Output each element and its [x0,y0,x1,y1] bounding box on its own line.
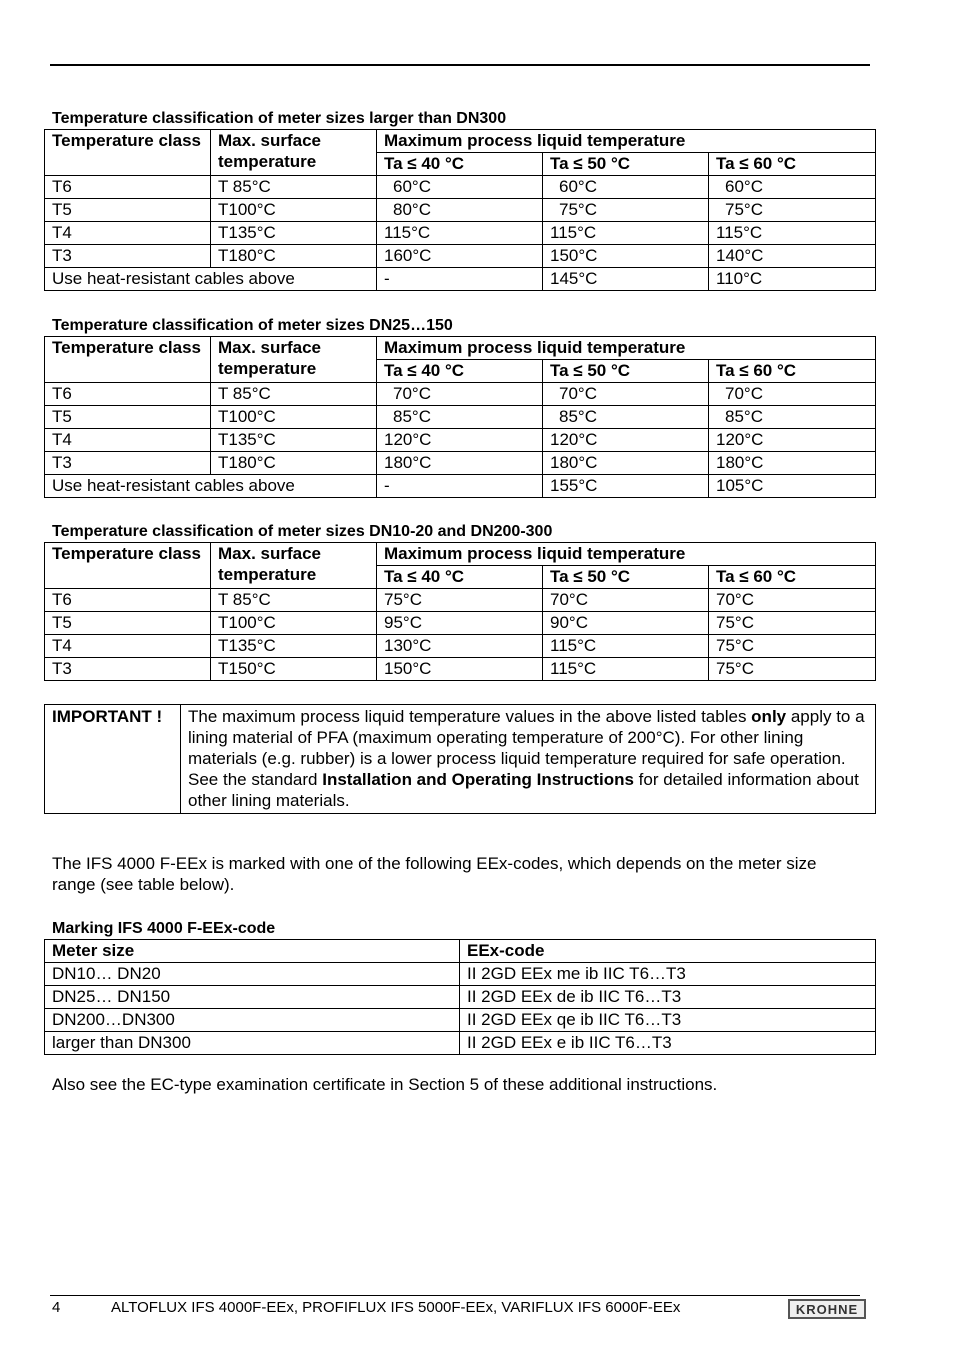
header-max-process: Maximum process liquid temperature [377,337,876,360]
temperature-table-dn25-150 [44,336,876,498]
cell-eex-code: II 2GD EEx e ib IIC T6…T3 [460,1032,876,1055]
temperature-table-dn300 [44,129,876,291]
header-eex-code: EEx-code [460,940,876,963]
important-text-part: The maximum process liquid temperature values in the above listed tables [188,707,752,726]
cell-ta50: 115°C [543,222,709,245]
table-row [45,383,876,406]
cell-ta60: 140°C [709,245,876,268]
cell-ta60: 85°C [709,406,876,429]
cell-ta40: - [377,268,543,291]
cell-eex-code: II 2GD EEx me ib IIC T6…T3 [460,963,876,986]
important-note [44,704,876,814]
footer-rule [50,1295,860,1296]
cell-surface: T135°C [211,635,377,658]
cell-surface: T100°C [211,406,377,429]
cell-class: T4 [45,222,211,245]
cell-ta60: 60°C [709,176,876,199]
also-see-paragraph: Also see the EC-type examination certificate in Section 5 of these additional instructions. [52,1075,718,1094]
footer-title: ALTOFLUX IFS 4000F-EEx, PROFIFLUX IFS 5000F-EEx, VARIFLUX IFS 6000F-EEx [111,1299,681,1316]
cell-surface: T 85°C [211,383,377,406]
cell-surface: T 85°C [211,589,377,612]
cell-ta50: 90°C [543,612,709,635]
header-max-surface: Max. surface temperature [211,337,377,383]
cell-meter-size: DN200…DN300 [45,1009,460,1032]
cell-ta60: 70°C [709,589,876,612]
cell-class: T6 [45,176,211,199]
cell-ta50: 150°C [543,245,709,268]
cell-ta40: 180°C [377,452,543,475]
cell-ta50: 115°C [543,658,709,681]
header-max-process: Maximum process liquid temperature [377,130,876,153]
cell-class: T5 [45,612,211,635]
cell-ta60: 105°C [709,475,876,498]
cell-ta40: 150°C [377,658,543,681]
table-row [45,406,876,429]
cell-ta60: 75°C [709,199,876,222]
header-ta40: Ta ≤ 40 °C [377,566,543,589]
table-row [45,963,876,986]
cell-ta60: 180°C [709,452,876,475]
cell-class: T3 [45,452,211,475]
header-temperature-class: Temperature class [45,543,211,589]
krohne-logo: KROHNE [788,1299,866,1319]
table-row [45,222,876,245]
important-emphasis-only: only [751,707,787,726]
important-label: IMPORTANT ! [45,705,181,814]
cell-class: T5 [45,199,211,222]
table-row [45,635,876,658]
cell-ta40: 160°C [377,245,543,268]
header-ta60: Ta ≤ 60 °C [709,566,876,589]
page-number: 4 [52,1299,61,1316]
header-ta40: Ta ≤ 40 °C [377,360,543,383]
cell-ta40: 120°C [377,429,543,452]
header-temperature-class: Temperature class [45,130,211,176]
table-row-cables [45,475,876,498]
header-temperature-class: Temperature class [45,337,211,383]
cell-class: T4 [45,635,211,658]
cell-ta60: 75°C [709,612,876,635]
cell-meter-size: DN10… DN20 [45,963,460,986]
cell-surface: T100°C [211,612,377,635]
cell-ta50: 70°C [543,383,709,406]
temperature-table-dn10-20-dn200-300 [44,542,876,681]
cell-meter-size: DN25… DN150 [45,986,460,1009]
cell-surface: T150°C [211,658,377,681]
cell-class: T4 [45,429,211,452]
cell-surface: T135°C [211,429,377,452]
cell-ta50: 70°C [543,589,709,612]
cell-surface: T180°C [211,452,377,475]
cell-class: T6 [45,383,211,406]
cell-meter-size: larger than DN300 [45,1032,460,1055]
header-ta60: Ta ≤ 60 °C [709,153,876,176]
header-ta40: Ta ≤ 40 °C [377,153,543,176]
cell-ta40: 75°C [377,589,543,612]
cell-ta40: 115°C [377,222,543,245]
cell-ta50: 85°C [543,406,709,429]
cell-ta40: 85°C [377,406,543,429]
table-row [45,612,876,635]
cell-ta40: - [377,475,543,498]
important-emphasis-instructions: Installation and Operating Instructions [322,770,634,789]
cell-cables-label: Use heat-resistant cables above [45,475,377,498]
cell-ta50: 60°C [543,176,709,199]
cell-ta50: 115°C [543,635,709,658]
cell-ta60: 70°C [709,383,876,406]
cell-ta60: 120°C [709,429,876,452]
cell-ta40: 60°C [377,176,543,199]
important-text-part: for detailed information about other lining materials. [188,770,859,810]
marking-caption: Marking IFS 4000 F-EEx-code [52,920,276,937]
table-row [45,452,876,475]
table-row [45,199,876,222]
cell-class: T3 [45,658,211,681]
header-max-process: Maximum process liquid temperature [377,543,876,566]
cell-eex-code: II 2GD EEx de ib IIC T6…T3 [460,986,876,1009]
cell-surface: T135°C [211,222,377,245]
table-row [45,429,876,452]
header-max-surface: Max. surface temperature [211,543,377,589]
table1-caption: Temperature classification of meter sizes larger than DN300 [52,110,507,127]
cell-class: T3 [45,245,211,268]
header-ta50: Ta ≤ 50 °C [543,566,709,589]
cell-class: T6 [45,589,211,612]
cell-surface: T180°C [211,245,377,268]
header-meter-size: Meter size [45,940,460,963]
table2-caption: Temperature classification of meter sizes DN25…150 [52,317,453,334]
cell-ta40: 80°C [377,199,543,222]
header-ta50: Ta ≤ 50 °C [543,153,709,176]
cell-cables-label: Use heat-resistant cables above [45,268,377,291]
table-row [45,1032,876,1055]
header-ta50: Ta ≤ 50 °C [543,360,709,383]
table-row [45,986,876,1009]
cell-eex-code: II 2GD EEx qe ib IIC T6…T3 [460,1009,876,1032]
header-ta60: Ta ≤ 60 °C [709,360,876,383]
table-row [45,658,876,681]
cell-class: T5 [45,406,211,429]
cell-ta50: 145°C [543,268,709,291]
cell-ta50: 120°C [543,429,709,452]
table-row-cables [45,268,876,291]
cell-ta40: 95°C [377,612,543,635]
cell-ta60: 75°C [709,635,876,658]
cell-ta60: 75°C [709,658,876,681]
cell-ta40: 70°C [377,383,543,406]
cell-ta50: 75°C [543,199,709,222]
table-row [45,589,876,612]
table-row [45,176,876,199]
important-text [181,705,876,814]
header-max-surface: Max. surface temperature [211,130,377,176]
cell-surface: T100°C [211,199,377,222]
cell-surface: T 85°C [211,176,377,199]
important-text-part: apply to a lining material of PFA (maximum operating temperature of 200°C). For other lining materials (e.g. rubber) is a lower process liquid temperature required for safe operation. See the standard [188,707,865,789]
cell-ta60: 110°C [709,268,876,291]
table3-caption: Temperature classification of meter sizes DN10-20 and DN200-300 [52,523,553,540]
table-row [45,245,876,268]
cell-ta50: 155°C [543,475,709,498]
cell-ta40: 130°C [377,635,543,658]
header-rule [50,64,870,66]
cell-ta50: 180°C [543,452,709,475]
cell-ta60: 115°C [709,222,876,245]
marking-table [44,939,876,1055]
table-row [45,1009,876,1032]
intro-paragraph: The IFS 4000 F-EEx is marked with one of the following EEx-codes, which depends on the meter size range (see table below). [52,854,817,894]
